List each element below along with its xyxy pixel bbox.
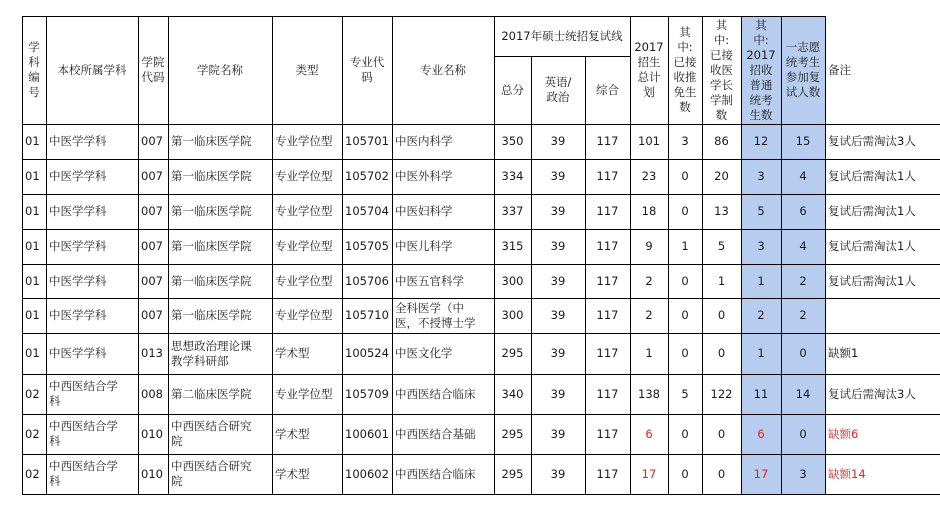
header-english-politics: 英语/ 政治 — [544, 75, 572, 104]
cell-major-code: 105704 — [345, 204, 389, 218]
cell-major-code: 100524 — [345, 346, 389, 360]
grid-line — [22, 159, 940, 160]
cell-subject-no: 01 — [25, 273, 40, 288]
cell-first-choice-count: 3 — [799, 466, 807, 481]
cell-exempt-count: 0 — [681, 308, 689, 322]
cell-english-politics: 39 — [550, 239, 566, 253]
cell-exempt-count: 0 — [681, 346, 689, 360]
cell-major-code: 105702 — [345, 169, 389, 183]
cell-plan-total: 138 — [638, 386, 660, 401]
grid-line — [494, 16, 495, 494]
cell-subject-no: 01 — [25, 134, 40, 148]
grid-line — [630, 16, 631, 494]
cell-long-program-count: 5 — [717, 239, 726, 253]
cell-college-name: 第一临床医学院 — [171, 273, 252, 288]
cell-remarks: 缺额1 — [828, 346, 859, 360]
cell-total-score: 334 — [501, 169, 524, 183]
header-college-name: 学院名称 — [197, 62, 243, 77]
cell-first-choice-count: 2 — [799, 273, 807, 288]
header-total-score: 总分 — [501, 82, 524, 97]
cell-remarks: 缺额6 — [828, 426, 859, 441]
cell-college-code: 007 — [141, 239, 163, 253]
cell-total-score: 295 — [501, 346, 524, 360]
cell-long-program-count: 0 — [717, 426, 726, 441]
cell-college-name: 第一临床医学院 — [171, 134, 252, 148]
cell-total-score: 350 — [501, 134, 524, 148]
grid-line — [22, 264, 940, 265]
cell-exempt-count: 0 — [681, 426, 689, 441]
header-subject-no: 学 科 编 号 — [28, 40, 40, 99]
cell-plan-total: 6 — [645, 426, 653, 441]
cell-long-program-count: 86 — [714, 134, 729, 148]
cell-first-choice-count: 0 — [799, 346, 807, 360]
cell-comprehensive: 117 — [596, 346, 619, 360]
grid-line — [22, 124, 940, 125]
cell-plan-total: 23 — [641, 169, 657, 183]
grid-line — [825, 16, 826, 494]
cell-subject-no: 01 — [25, 169, 40, 183]
cell-type: 专业学位型 — [275, 204, 333, 218]
cell-first-choice-count: 4 — [799, 169, 807, 183]
grid-line — [22, 333, 940, 334]
cell-type: 专业学位型 — [275, 386, 333, 401]
header-major-name: 专业名称 — [420, 62, 466, 77]
cell-english-politics: 39 — [550, 134, 566, 148]
cell-school-subject: 中医学学科 — [49, 169, 107, 183]
cell-major-code: 105709 — [345, 386, 389, 401]
grid-line — [22, 298, 940, 299]
cell-first-choice-count: 0 — [799, 426, 807, 441]
cell-comprehensive: 117 — [596, 239, 619, 253]
cell-english-politics: 39 — [550, 386, 566, 401]
cell-major-code: 100601 — [345, 426, 389, 441]
cell-school-subject: 中医学学科 — [49, 273, 107, 288]
cell-major-code: 105705 — [345, 239, 389, 253]
cell-total-score: 337 — [501, 204, 524, 218]
cell-remarks: 复试后需淘汰3人 — [828, 134, 916, 148]
cell-comprehensive: 117 — [596, 134, 619, 148]
cell-type: 学术型 — [275, 426, 310, 441]
cell-major-name: 中西医结合临床 — [395, 466, 476, 481]
cell-comprehensive: 117 — [596, 426, 619, 441]
cell-subject-no: 01 — [25, 239, 40, 253]
cell-comprehensive: 117 — [596, 273, 619, 288]
cell-comprehensive: 117 — [596, 308, 619, 322]
cell-school-subject: 中西医结合学 科 — [49, 419, 118, 448]
cell-college-code: 013 — [141, 346, 163, 360]
cell-english-politics: 39 — [550, 466, 566, 481]
cell-type: 专业学位型 — [275, 134, 333, 148]
header-long-program-count: 其 中: 已接 收医 学长 学制 数 — [710, 17, 733, 122]
grid-line — [741, 16, 742, 494]
cell-school-subject: 中医学学科 — [49, 346, 107, 360]
header-retest-line-group: 2017年硕士统招复试线 — [501, 28, 623, 43]
cell-major-code: 105706 — [345, 273, 389, 288]
cell-school-subject: 中西医结合学 科 — [49, 379, 118, 408]
header-comprehensive: 综合 — [596, 82, 619, 97]
header-exempt-count: 其 中: 已接 收推 免生 数 — [673, 25, 697, 114]
header-first-choice-count: 一志愿 统考生 参加复 试人数 — [785, 40, 821, 99]
cell-regular-count: 6 — [757, 426, 765, 441]
grid-line — [781, 16, 782, 494]
grid-line — [494, 56, 630, 57]
cell-regular-count: 12 — [753, 134, 769, 148]
cell-long-program-count: 0 — [717, 346, 726, 360]
cell-regular-count: 17 — [753, 466, 769, 481]
cell-exempt-count: 0 — [681, 204, 689, 218]
cell-subject-no: 01 — [25, 204, 40, 218]
header-major-code: 专业代 码 — [349, 55, 385, 84]
cell-long-program-count: 0 — [717, 466, 726, 481]
grid-line — [46, 16, 47, 494]
cell-college-code: 008 — [141, 386, 163, 401]
cell-major-name: 中西医结合基础 — [395, 426, 476, 441]
cell-school-subject: 中医学学科 — [49, 204, 107, 218]
cell-major-name: 中医妇科学 — [395, 204, 453, 218]
cell-regular-count: 5 — [757, 204, 765, 218]
cell-first-choice-count: 15 — [795, 134, 811, 148]
grid-line — [22, 374, 940, 375]
grid-line — [168, 16, 169, 494]
cell-long-program-count: 20 — [714, 169, 729, 183]
cell-total-score: 315 — [501, 239, 524, 253]
cell-plan-total: 2 — [645, 308, 653, 322]
cell-college-code: 010 — [141, 426, 163, 441]
cell-type: 专业学位型 — [275, 169, 333, 183]
cell-type: 专业学位型 — [275, 308, 333, 322]
grid-line — [22, 494, 940, 495]
cell-school-subject: 中医学学科 — [49, 308, 107, 322]
cell-college-code: 007 — [141, 308, 163, 322]
cell-subject-no: 02 — [25, 426, 40, 441]
cell-english-politics: 39 — [550, 169, 566, 183]
cell-exempt-count: 0 — [681, 466, 689, 481]
cell-major-name: 中西医结合临床 — [395, 386, 476, 401]
cell-college-name: 第二临床医学院 — [171, 386, 252, 401]
cell-plan-total: 17 — [641, 466, 657, 481]
cell-total-score: 340 — [501, 386, 524, 401]
cell-regular-count: 2 — [757, 308, 765, 322]
header-type: 类型 — [295, 62, 319, 77]
cell-major-name: 中医儿科学 — [395, 239, 453, 253]
grid-line — [22, 229, 940, 230]
grid-line — [668, 16, 669, 494]
cell-long-program-count: 1 — [717, 273, 726, 288]
cell-regular-count: 11 — [753, 386, 769, 401]
cell-major-name: 中医内科学 — [395, 134, 453, 148]
grid-line — [22, 414, 940, 415]
cell-total-score: 300 — [501, 308, 524, 322]
grid-line — [531, 56, 532, 494]
cell-total-score: 300 — [501, 273, 524, 288]
cell-major-name: 全科医学（中 医，不授博士学 — [395, 300, 476, 330]
cell-college-code: 007 — [141, 134, 163, 148]
cell-long-program-count: 122 — [710, 386, 733, 401]
header-regular-count: 其 中: 2017 招收 普通 统考 生数 — [746, 17, 776, 122]
grid-line — [272, 16, 273, 494]
header-school-subject: 本校所属学科 — [57, 62, 127, 77]
cell-college-code: 007 — [141, 169, 163, 183]
cell-college-name: 第一临床医学院 — [171, 308, 252, 322]
cell-remarks: 复试后需淘汰1人 — [828, 239, 916, 253]
cell-major-code: 105701 — [345, 134, 389, 148]
cell-major-name: 中医文化学 — [395, 346, 453, 360]
grid-line — [22, 16, 23, 494]
cell-major-code: 105710 — [345, 308, 389, 322]
cell-plan-total: 2 — [645, 273, 653, 288]
cell-regular-count: 3 — [757, 169, 765, 183]
cell-plan-total: 1 — [645, 346, 653, 360]
grid-line — [585, 56, 586, 494]
cell-subject-no: 01 — [25, 308, 40, 322]
cell-first-choice-count: 6 — [799, 204, 807, 218]
cell-exempt-count: 1 — [681, 239, 689, 253]
grid-line — [392, 16, 393, 494]
cell-english-politics: 39 — [550, 204, 566, 218]
cell-english-politics: 39 — [550, 426, 566, 441]
cell-school-subject: 中医学学科 — [49, 134, 107, 148]
grid-line — [138, 16, 139, 494]
cell-exempt-count: 3 — [681, 134, 689, 148]
cell-college-name: 中西医结合研究 院 — [171, 459, 252, 488]
cell-english-politics: 39 — [550, 308, 566, 322]
cell-major-name: 中医外科学 — [395, 169, 453, 183]
cell-major-name: 中医五官科学 — [395, 273, 464, 288]
cell-total-score: 295 — [501, 426, 524, 441]
cell-remarks: 复试后需淘汰3人 — [828, 386, 916, 401]
cell-english-politics: 39 — [550, 273, 566, 288]
cell-subject-no: 02 — [25, 466, 40, 481]
cell-exempt-count: 0 — [681, 273, 689, 288]
cell-college-name: 中西医结合研究 院 — [171, 419, 252, 448]
cell-remarks: 复试后需淘汰1人 — [828, 169, 916, 183]
cell-college-name: 第一临床医学院 — [171, 204, 252, 218]
header-plan-total: 2017 招生 总计 划 — [634, 40, 664, 99]
cell-plan-total: 18 — [641, 204, 657, 218]
cell-type: 专业学位型 — [275, 273, 333, 288]
grid-line — [22, 16, 825, 17]
cell-remarks — [825, 298, 940, 333]
grid-line — [702, 16, 703, 494]
cell-college-code: 007 — [141, 273, 163, 288]
cell-comprehensive: 117 — [596, 169, 619, 183]
cell-regular-count: 3 — [757, 239, 765, 253]
cell-major-code: 100602 — [345, 466, 389, 481]
cell-college-code: 007 — [141, 204, 163, 218]
grid-line — [22, 454, 940, 455]
cell-college-name: 第一临床医学院 — [171, 169, 252, 183]
cell-remarks: 缺额14 — [828, 466, 866, 481]
cell-college-name: 第一临床医学院 — [171, 239, 252, 253]
cell-type: 学术型 — [275, 466, 310, 481]
cell-long-program-count: 0 — [717, 308, 726, 322]
cell-comprehensive: 117 — [596, 386, 619, 401]
cell-plan-total: 9 — [645, 239, 653, 253]
cell-type: 专业学位型 — [275, 239, 333, 253]
cell-comprehensive: 117 — [596, 204, 619, 218]
cell-english-politics: 39 — [550, 346, 566, 360]
grid-line — [342, 16, 343, 494]
cell-first-choice-count: 4 — [799, 239, 807, 253]
cell-subject-no: 01 — [25, 346, 40, 360]
grid-line — [22, 194, 940, 195]
cell-remarks: 复试后需淘汰1人 — [828, 204, 916, 218]
cell-regular-count: 1 — [757, 346, 765, 360]
header-remarks: 备注 — [828, 62, 851, 77]
cell-school-subject: 中西医结合学 科 — [49, 459, 118, 488]
cell-first-choice-count: 2 — [799, 308, 807, 322]
cell-college-name: 思想政治理论课 教学科研部 — [171, 338, 252, 368]
cell-plan-total: 101 — [638, 134, 660, 148]
cell-total-score: 295 — [501, 466, 524, 481]
cell-subject-no: 02 — [25, 386, 40, 401]
cell-first-choice-count: 14 — [795, 386, 811, 401]
cell-exempt-count: 5 — [681, 386, 689, 401]
header-college-code: 学院 代码 — [141, 55, 165, 84]
cell-remarks: 复试后需淘汰1人 — [828, 273, 916, 288]
cell-type: 学术型 — [275, 346, 310, 360]
cell-regular-count: 1 — [757, 273, 765, 288]
cell-exempt-count: 0 — [681, 169, 689, 183]
cell-college-code: 010 — [141, 466, 163, 481]
cell-school-subject: 中医学学科 — [49, 239, 107, 253]
cell-comprehensive: 117 — [596, 466, 619, 481]
cell-long-program-count: 13 — [714, 204, 729, 218]
